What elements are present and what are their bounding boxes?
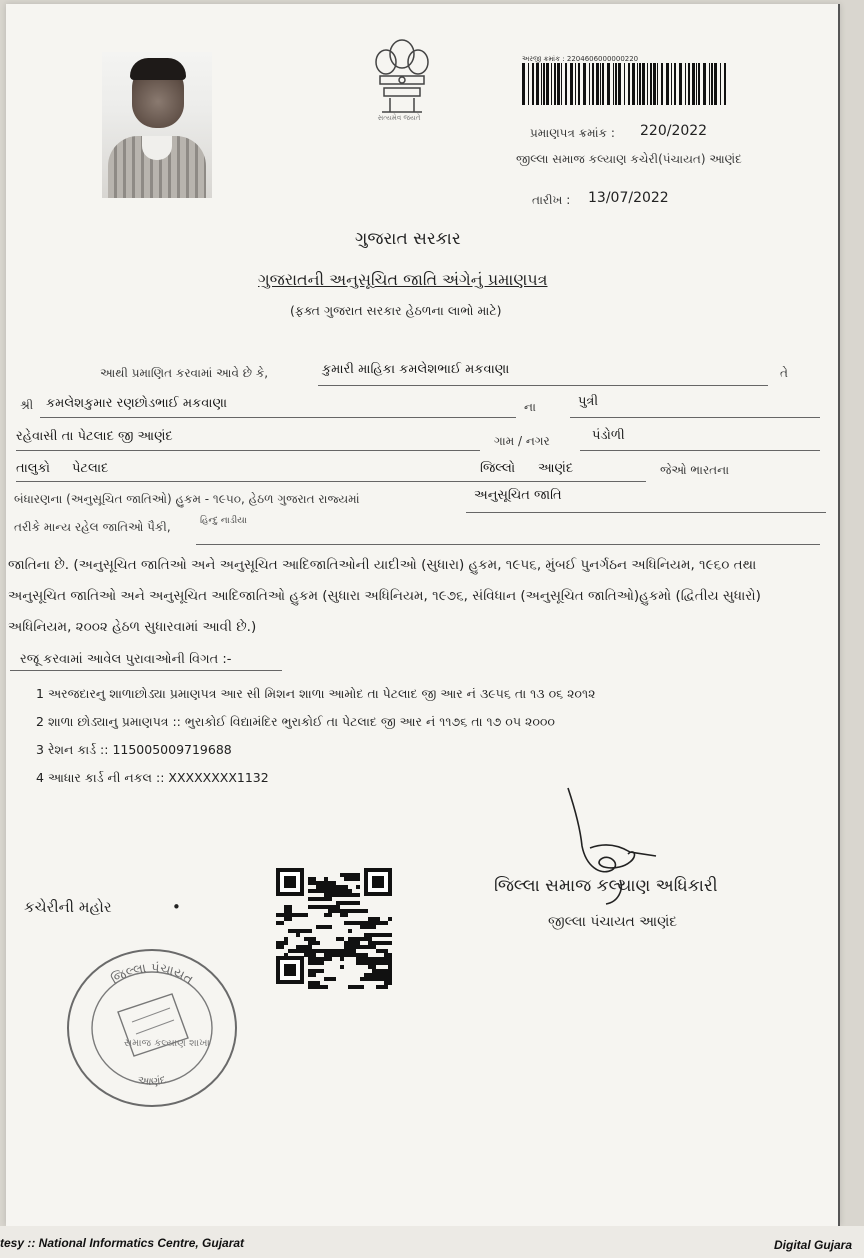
document-item-text: આધાર કાર્ડ ની નકલ :: XXXXXXXX1132: [47, 770, 269, 785]
resident-address: રહેવાસી તા પેટલાદ જી આણંદ: [16, 429, 173, 444]
document-item-text: અરજદારનુ શાળાછોડ્યા પ્રમાણપત્ર આર સી મિશન શાળા આમોદ તા પેટલાદ જી આર નં ૩૯૫૬ તા ૧૩ ૦૬ ૨૦૧૨: [47, 686, 596, 701]
name-suffix: તે: [780, 366, 788, 380]
na-label: ના: [524, 400, 536, 414]
certificate-no-label: પ્રમાણપત્ર ક્રમાંક :: [530, 126, 615, 140]
document-item-number: 3: [36, 742, 48, 757]
qr-code-icon: [276, 868, 396, 994]
certificate-no: 220/2022: [640, 123, 708, 139]
applicant-photo: [102, 52, 212, 198]
officer-office: જીલ્લા પંચાયત આણંદ: [548, 914, 678, 930]
district-name: આણંદ: [538, 461, 574, 476]
seal-label-dot: •: [172, 898, 181, 916]
seal-text-left: સમાજ કલ્યાણ શાખા: [124, 1038, 210, 1049]
documents-list: [36, 686, 595, 798]
issue-date: 13/07/2022: [588, 190, 669, 206]
barcode-icon: [522, 63, 730, 105]
category-underline: [466, 512, 826, 513]
taluka-label: તાલુકો: [16, 461, 51, 476]
legal-paragraph: [8, 550, 828, 643]
father-name: કમલેશકુમાર રણછોડભાઈ મકવાણા: [46, 396, 228, 411]
document-item: [36, 686, 595, 714]
document-item-number: 2: [36, 714, 48, 729]
resident-underline: [16, 450, 480, 451]
office-name: જીલ્લા સમાજ કલ્યાણ કચેરી(પંચાયત) આણંદ: [516, 152, 742, 166]
document-item: [36, 770, 595, 798]
caste-underline: [196, 544, 820, 545]
constitution-text: બંધારણના (અનુસૂચિત જાતિઓ) હુકમ - ૧૯૫૦, હેઠળ ગુજરાત રાજ્યમાં: [14, 492, 360, 506]
relation: પુત્રી: [578, 394, 599, 409]
gov-title: ગુજરાત સરકાર: [355, 229, 461, 249]
documents-heading-underline: [10, 670, 282, 671]
seal-label: કચેરીની મહોર: [24, 898, 112, 916]
father-underline: [40, 417, 516, 418]
india-label: જેઓ ભારતના: [660, 463, 730, 477]
legal-line-1: જાતિના છે. (અનુસૂચિત જાતિઓ અને અનુસૂચિત આદિજાતિઓની યાદીઓ (સુધારા) હુકમ, ૧૯૫૬, મુંબઈ પુનર્ગઠન અધિનિયમ, ૧૯૬૦ તથા: [8, 557, 757, 573]
office-seal-icon: [62, 942, 242, 1110]
taluka-underline: [16, 481, 646, 482]
caste-name: હિન્દુ નાડીયા: [200, 516, 247, 526]
relation-underline: [570, 417, 820, 418]
certify-label: આથી પ્રમાણિત કરવામાં આવે છે કે,: [100, 366, 269, 380]
barcode-caption: અરજી ક્રમાંક : 2204606000000220: [522, 55, 639, 63]
footer-courtesy: tesy :: National Informatics Centre, Gujarat: [0, 1236, 245, 1250]
seal-text-bottom: આણંદ: [136, 1073, 168, 1089]
legal-line-3: અધિનિયમ, ૨૦૦૨ હેઠળ સુધારવામાં આવી છે.): [8, 619, 257, 635]
legal-line-2: અનુસૂચિત જાતિઓ અને અનુસૂચિત આદિજાતિઓ હુકમ (સુધારા અધિનિયમ, ૧૯૭૬, સંવિધાન (અનુસૂચિત જાતિઓ)હુકમો (દ્વિતીય સુધારો): [8, 588, 761, 604]
documents-heading: રજૂ કરવામાં આવેલ પુરાવાઓની વિગત :-: [20, 652, 232, 667]
document-item-text: રેશન કાર્ડ :: 115005009719688: [47, 742, 232, 757]
footer-digital-gujarat: Digital Gujara: [774, 1238, 853, 1252]
date-label: તારીખ :: [532, 193, 571, 207]
officer-title: જિલ્લા સમાજ કલ્યાણ અધિકારી: [494, 876, 718, 896]
district-label: જિલ્લો: [480, 461, 516, 476]
seal-text-top: જિલ્લા પંચાયત: [108, 960, 196, 988]
shri-label: શ્રી: [20, 398, 34, 412]
village-label: ગામ / નગર: [494, 434, 550, 448]
name-underline: [318, 385, 768, 386]
certificate-title: ગુજરાતની અનુસૂચિત જાતિ અંગેનું પ્રમાણપત્ર: [258, 270, 548, 289]
certificate-subtitle: (ફક્ત ગુજરાત સરકાર હેઠળના લાભો માટે): [290, 303, 502, 318]
document-item-text: શાળા છોડ્યાનુ પ્રમાણપત્ર :: ભુરાકોઈ વિદ્યામંદિર ભુરાકોઈ તા પેટલાદ જી આર નં ૧૧૭૬ તા ૧૭ ૦૫ ૨૦૦૦: [47, 714, 555, 729]
emblem-caption: સત્યમેવ જયતે: [377, 114, 421, 122]
document-item: [36, 742, 595, 770]
document-item-number: 4: [36, 770, 48, 785]
taluka-name: પેટલાદ: [72, 461, 109, 476]
applicant-name: કુમારી માહિકા કમલેશભાઈ મકવાણા: [322, 362, 510, 377]
caste-category: અનુસૂચિત જાતિ: [474, 488, 562, 503]
document-item-number: 1: [36, 686, 48, 701]
recognized-label: તરીકે માન્ય રહેલ જાતિઓ પૈકી,: [14, 520, 171, 534]
document-item: [36, 714, 595, 742]
village-name: પંડોળી: [592, 428, 625, 443]
village-underline: [580, 450, 820, 451]
photo-hair: [130, 58, 186, 80]
